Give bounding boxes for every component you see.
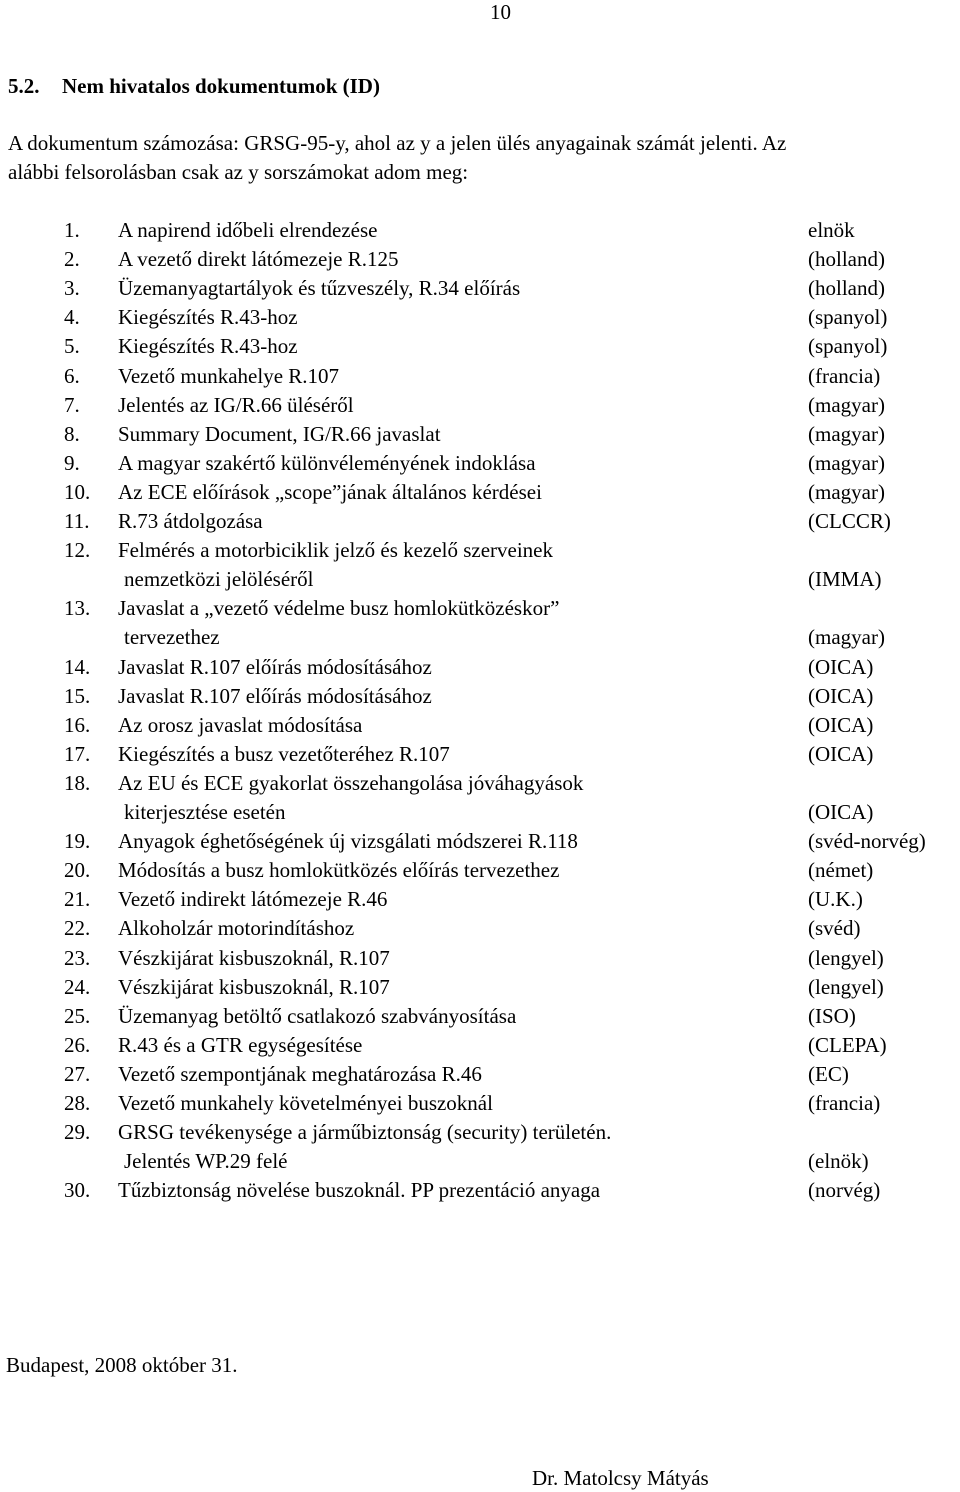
- item-origin: (CLEPA): [808, 1032, 887, 1057]
- list-item-continuation: [0, 800, 960, 824]
- list-item: [0, 916, 960, 940]
- list-item: [0, 422, 960, 446]
- item-title: Üzemanyagtartályok és tűzveszély, R.34 előírás: [118, 276, 521, 301]
- item-title: A napirend időbeli elrendezése: [118, 218, 378, 242]
- item-number: 8.: [64, 421, 80, 446]
- item-title: Vezető munkahelye R.107: [118, 363, 340, 388]
- item-number: 13.: [64, 596, 91, 621]
- item-origin: (francia): [808, 1091, 881, 1115]
- list-item: [0, 684, 960, 708]
- item-origin: elnök: [808, 218, 855, 242]
- item-number: 5.: [64, 334, 80, 359]
- item-title: Vészkijárat kisbuszoknál, R.107: [118, 945, 390, 970]
- item-number: 10.: [64, 479, 91, 504]
- list-item: [0, 451, 960, 475]
- list-item: [0, 975, 960, 999]
- item-origin: (magyar): [808, 625, 885, 650]
- item-number: 22.: [64, 916, 91, 941]
- item-origin: (norvég): [808, 1178, 881, 1203]
- item-number: 26.: [64, 1032, 91, 1057]
- item-origin: (lengyel): [808, 945, 884, 970]
- item-title: Az orosz javaslat módosítása: [118, 712, 363, 737]
- item-origin: (OICA): [808, 741, 874, 766]
- item-number: 3.: [64, 276, 80, 301]
- list-item: [0, 364, 960, 388]
- item-origin: (holland): [808, 247, 885, 272]
- item-title: tervezethez: [124, 625, 220, 650]
- item-origin: (spanyol): [808, 305, 888, 330]
- item-title: Az ECE előírások „scope”jának általános kérdései: [118, 479, 542, 504]
- item-origin: (EC): [808, 1061, 849, 1086]
- place-date: Budapest, 2008 október 31.: [6, 1353, 238, 1377]
- item-title: Kiegészítés R.43-hoz: [118, 305, 298, 330]
- list-item: [0, 1004, 960, 1028]
- page-number: 10: [490, 0, 511, 24]
- item-title: kiterjesztése esetén: [124, 800, 286, 824]
- list-item: [0, 596, 960, 620]
- list-item: [0, 247, 960, 271]
- list-item: [0, 946, 960, 970]
- item-title: Az EU és ECE gyakorlat összehangolása jóváhagyások: [118, 770, 584, 795]
- item-title: Summary Document, IG/R.66 javaslat: [118, 421, 441, 446]
- list-item-continuation: [0, 625, 960, 649]
- list-item: [0, 1033, 960, 1057]
- list-item: [0, 334, 960, 358]
- item-title: R.43 és a GTR egységesítése: [118, 1032, 363, 1057]
- item-origin: (IMMA): [808, 567, 882, 592]
- list-item: [0, 480, 960, 504]
- list-item: [0, 829, 960, 853]
- list-item: [0, 1091, 960, 1115]
- item-origin: (OICA): [808, 654, 874, 679]
- list-item: [0, 1178, 960, 1202]
- item-number: 15.: [64, 683, 91, 708]
- section-heading: [8, 76, 380, 97]
- item-title: Módosítás a busz homlokütközés előírás tervezethez: [118, 858, 560, 883]
- item-origin: (CLCCR): [808, 509, 891, 533]
- item-origin: (ISO): [808, 1003, 856, 1028]
- item-title: A vezető direkt látómezeje R.125: [118, 247, 399, 272]
- list-item-continuation: [0, 1149, 960, 1173]
- item-origin: (magyar): [808, 450, 885, 475]
- item-number: 28.: [64, 1091, 91, 1115]
- item-origin: (OICA): [808, 683, 874, 708]
- item-title: Tűzbiztonság növelése buszoknál. PP prezentáció anyaga: [118, 1178, 601, 1203]
- item-number: 24.: [64, 974, 91, 999]
- item-number: 25.: [64, 1003, 91, 1028]
- item-origin: (német): [808, 858, 874, 883]
- item-number: 19.: [64, 829, 91, 854]
- item-title: Üzemanyag betöltő csatlakozó szabványosítása: [118, 1003, 517, 1028]
- item-title: Felmérés a motorbiciklik jelző és kezelő szerveinek: [118, 538, 554, 563]
- item-title: A magyar szakértő különvéleményének indoklása: [118, 450, 536, 475]
- item-title: Anyagok éghetőségének új vizsgálati módszerei R.118: [118, 829, 578, 854]
- section-title: Nem hivatalos dokumentumok (ID): [62, 74, 380, 98]
- item-origin: (OICA): [808, 800, 874, 824]
- item-origin: (magyar): [808, 392, 885, 417]
- item-origin: (holland): [808, 276, 885, 301]
- item-origin: (francia): [808, 363, 881, 388]
- item-number: 7.: [64, 392, 80, 417]
- item-title: Alkoholzár motorindításhoz: [118, 916, 355, 941]
- item-number: 18.: [64, 770, 91, 795]
- list-item: [0, 538, 960, 562]
- item-title: Javaslat a „vezető védelme busz homlokütközéskor”: [118, 596, 560, 621]
- item-number: 17.: [64, 741, 91, 766]
- item-number: 30.: [64, 1178, 91, 1203]
- list-item: [0, 218, 960, 242]
- list-item-continuation: [0, 567, 960, 591]
- item-number: 27.: [64, 1061, 91, 1086]
- item-title: Javaslat R.107 előírás módosításához: [118, 654, 432, 679]
- intro-line-2: alábbi felsorolásban csak az y sorszámokat adom meg:: [8, 160, 469, 184]
- item-title: Jelentés az IG/R.66 üléséről: [118, 392, 354, 417]
- item-number: 6.: [64, 363, 80, 388]
- item-origin: (magyar): [808, 479, 885, 504]
- item-number: 9.: [64, 450, 80, 475]
- item-title: GRSG tevékenysége a járműbiztonság (security) területén.: [118, 1120, 612, 1145]
- list-item: [0, 655, 960, 679]
- item-number: 23.: [64, 945, 91, 970]
- list-item: [0, 509, 960, 533]
- item-number: 4.: [64, 305, 80, 330]
- intro-line-1: A dokumentum számozása: GRSG-95-y, ahol az y a jelen ülés anyagainak számát jelenti. Az: [8, 131, 787, 155]
- item-number: 20.: [64, 858, 91, 883]
- item-number: 12.: [64, 538, 91, 563]
- item-origin: (spanyol): [808, 334, 888, 359]
- item-title: Vészkijárat kisbuszoknál, R.107: [118, 974, 390, 999]
- item-title: R.73 átdolgozása: [118, 509, 263, 533]
- list-item: [0, 771, 960, 795]
- list-item: [0, 393, 960, 417]
- item-title: Vezető munkahely követelményei buszoknál: [118, 1091, 493, 1115]
- section-number: 5.2.: [8, 74, 40, 98]
- signature: Dr. Matolcsy Mátyás: [532, 1466, 709, 1490]
- item-title: nemzetközi jelöléséről: [124, 567, 314, 592]
- list-item: [0, 887, 960, 911]
- item-number: 29.: [64, 1120, 91, 1145]
- item-origin: (lengyel): [808, 974, 884, 999]
- item-number: 1.: [64, 218, 80, 242]
- item-number: 2.: [64, 247, 80, 272]
- item-title: Jelentés WP.29 felé: [124, 1149, 288, 1174]
- list-item: [0, 858, 960, 882]
- list-item: [0, 1120, 960, 1144]
- item-origin: (OICA): [808, 712, 874, 737]
- item-number: 21.: [64, 887, 91, 912]
- item-title: Vezető szempontjának meghatározása R.46: [118, 1061, 482, 1086]
- item-number: 16.: [64, 712, 91, 737]
- list-item: [0, 1062, 960, 1086]
- item-title: Kiegészítés a busz vezetőteréhez R.107: [118, 741, 450, 766]
- item-origin: (svéd-norvég): [808, 829, 926, 854]
- item-title: Vezető indirekt látómezeje R.46: [118, 887, 388, 912]
- list-item: [0, 276, 960, 300]
- item-number: 14.: [64, 654, 91, 679]
- list-item: [0, 713, 960, 737]
- item-number: 11.: [64, 509, 90, 533]
- item-title: Javaslat R.107 előírás módosításához: [118, 683, 432, 708]
- item-origin: (magyar): [808, 421, 885, 446]
- item-title: Kiegészítés R.43-hoz: [118, 334, 298, 359]
- item-origin: (U.K.): [808, 887, 863, 912]
- item-origin: (svéd): [808, 916, 861, 941]
- item-origin: (elnök): [808, 1149, 869, 1174]
- list-item: [0, 305, 960, 329]
- list-item: [0, 742, 960, 766]
